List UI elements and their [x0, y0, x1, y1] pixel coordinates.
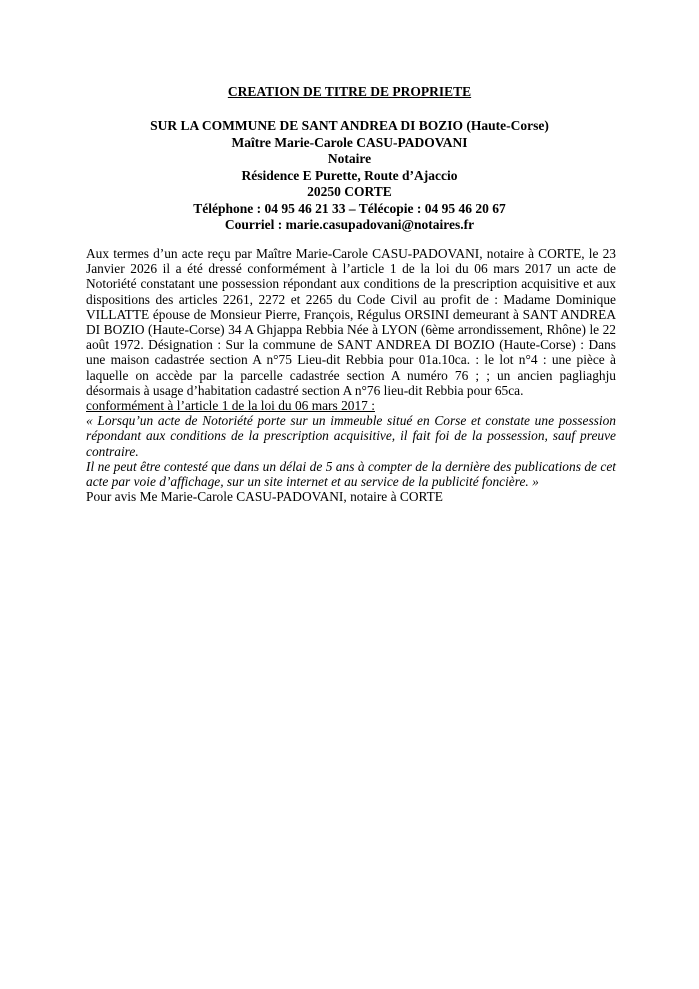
commune-line: SUR LA COMMUNE DE SANT ANDREA DI BOZIO (Haute-Corse) — [150, 118, 549, 133]
quote-paragraph-2: Il ne peut être contesté que dans un délai de 5 ans à compter de la dernière des publications de cet acte par voie d’affichage, sur un site internet et au service de la publicité foncière. » — [86, 458, 616, 490]
main-paragraph: Aux termes d’un acte reçu par Maître Marie-Carole CASU-PADOVANI, notaire à CORTE, le 23 Janvier 2026 il a été dressé conformément à l’article 1 de la loi du 06 mars 2017 un acte de Notoriété constatant une possession répondant aux conditions de la prescription acquisitive et aux dispositions des articles 2261, 2272 et 2265 du Code Civil au profit de : Madame Dominique VILLATTE épouse de Monsieur Pierre, François, Régulus ORSINI demeurant à SANT ANDREA DI BOZIO (Haute-Corse) 34 A Ghjappa Rebbia Née à LYON (6ème arrondissement, Rhône) le 22 août 1972. Désignation : Sur la commune de SANT ANDREA DI BOZIO (Haute-Corse) : Dans une maison cadastrée section A n°75 Lieu-dit Rebbia pour 01a.10ca. : le lot n°4 : une pièce à laquelle on accède par la parcelle cadastrée section A numéro 76 ; ; un ancien pagliaghju désormais à usage d’habitation cadastré section A n°76 lieu-dit Rebbia pour 65ca. — [86, 246, 616, 398]
notary-name: Maître Marie-Carole CASU-PADOVANI — [231, 134, 468, 150]
notary-title: Notaire — [327, 151, 372, 166]
closing-line: Pour avis Me Marie-Carole CASU-PADOVANI, notaire à CORTE — [86, 489, 443, 505]
quote-paragraph-1: « Lorsqu’un acte de Notoriété porte sur un immeuble situé en Corse et constate une possession répondant aux conditions de la prescription acquisitive, il fait foi de la possession, sauf preuve contraire. — [86, 413, 616, 459]
notary-header — [0, 118, 699, 234]
law-reference: conformément à l’article 1 de la loi du 06 mars 2017 : — [86, 398, 375, 414]
email-line: Courriel : marie.casupadovani@notaires.fr — [224, 217, 475, 232]
address-line: Résidence E Purette, Route d’Ajaccio — [241, 167, 458, 183]
postal-city-line: 20250 CORTE — [307, 184, 392, 199]
document-title: CREATION DE TITRE DE PROPRIETE — [227, 84, 472, 99]
document-body — [86, 246, 616, 504]
phone-fax-line: Téléphone : 04 95 46 21 33 – Télécopie : 04 95 46 20 67 — [193, 200, 506, 216]
